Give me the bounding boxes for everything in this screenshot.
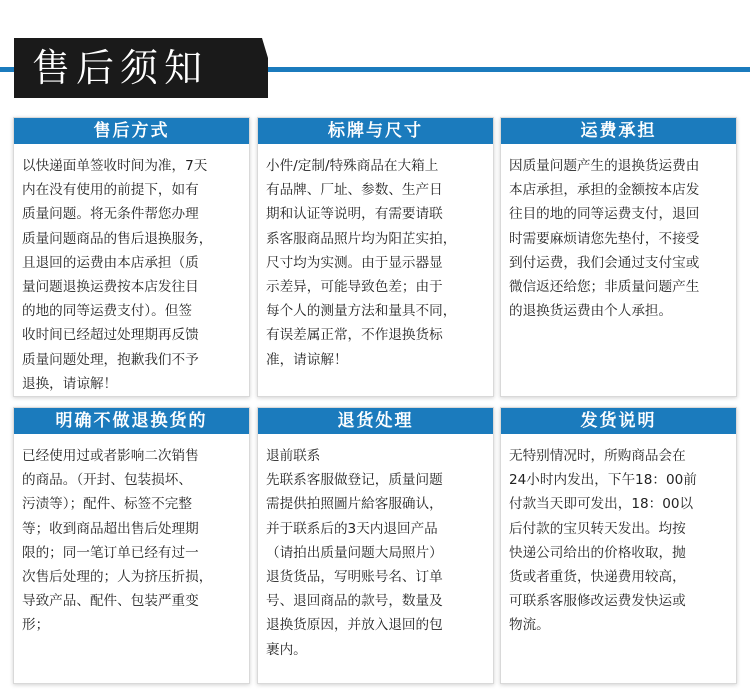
card-body: 退前联系 先联系客服做登记，质量问题 需提供拍照圖片給客服确认， 并于联系后的3天内退回产品 （请拍出质量问题大局照片） 退货货品，写明账号名、订单 号、退回商品的款号，数量及 退换货原因，并放入退回的包 裹内。 — [266, 448, 443, 658]
card-after-sale-method — [13, 117, 250, 397]
card-label-and-size — [257, 117, 494, 397]
card-body: 因质量问题产生的退换货运费由 本店承担，承担的金额按本店发 往目的地的同等运费支付，退回 时需要麻烦请您先垫付，不接受 到付运费，我们会通过支付宝或 微信返还给您；非质量问题产生 的退换货运费由个人承担。 — [509, 158, 700, 320]
card-no-return-cases — [13, 407, 250, 684]
card-body: 以快递面单签收时间为准，7天 内在没有使用的前提下，如有 质量问题。将无条件帮您办理 质量问题商品的售后退换服务， 且退回的运费由本店承担（质 量问题退换运费按本店发往目 的地的同等运费支付）。但签 收时间已经超过处理期再反馈 质量问题处理，抱歉我们不予 退换，请谅解！ — [22, 158, 213, 392]
card-title: 明确不做退换货的 — [14, 408, 249, 434]
card-body: 已经使用过或者影响二次销售 的商品。（开封、包装损坏、 污渍等）；配件、标签不完整 等；收到商品超出售后处理期 限的；同一笔订单已经有过一 次售后处理的；人为挤压折损， 导致产品、配件、包装严重变 形； — [22, 448, 213, 634]
card-body: 小件/定制/特殊商品在大箱上 有品牌、厂址、参数、生产日 期和认证等说明，有需要请联 系客服商品照片均为阳芷实拍， 尺寸均为实测。由于显示器显 示差异，可能导致色差；由于 每个人的测量方法和量具不同， 有误差属正常，不作退换货标 准，请谅解！ — [266, 158, 457, 368]
card-title: 标牌与尺寸 — [258, 118, 493, 144]
card-shipping-notes — [500, 407, 737, 684]
card-title: 运费承担 — [501, 118, 736, 144]
card-shipping-cost — [500, 117, 737, 397]
card-title: 发货说明 — [501, 408, 736, 434]
card-body: 无特别情况时，所购商品会在 24小时内发出，下午18：00前 付款当天即可发出，18：00以 后付款的宝贝转天发出。均按 快递公司给出的价格收取，抛 货或者重货，快递费用较高， 可联系客服修改运费发快运或 物流。 — [509, 448, 697, 634]
card-return-process — [257, 407, 494, 684]
page-title: 售后须知 — [32, 46, 209, 90]
card-title: 售后方式 — [14, 118, 249, 144]
card-title: 退货处理 — [258, 408, 493, 434]
